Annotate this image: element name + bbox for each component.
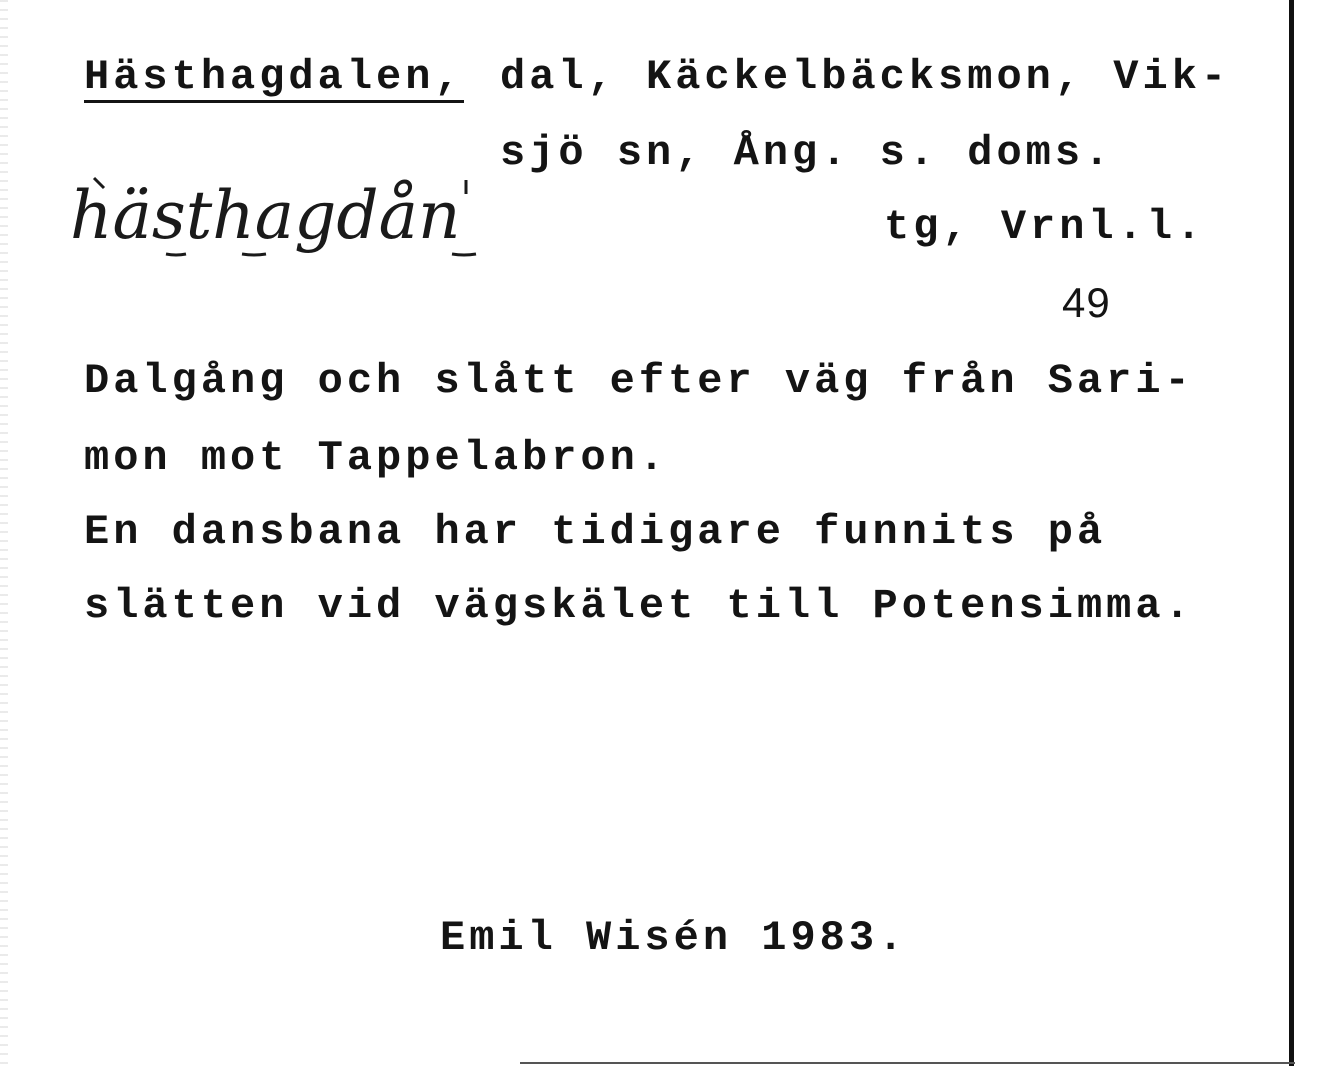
headword: Hästhagdalen,: [84, 53, 464, 101]
handwritten-pronunciation: [66, 160, 566, 280]
handwritten-pronunciation-text: hästhagdån: [70, 177, 461, 254]
parish-line: sjö sn, Ång. s. doms.: [500, 129, 1114, 177]
scan-edge-speckle: [0, 0, 8, 1071]
headword-description: dal, Käckelbäcksmon, Vik-: [500, 53, 1231, 101]
district-line: tg, Vrnl.l.: [884, 203, 1206, 251]
page-number: 49: [1062, 279, 1111, 326]
signature: Emil Wisén 1983.: [440, 914, 908, 962]
card-bottom-edge: [520, 1062, 1295, 1064]
body-line-1: Dalgång och slått efter väg från Sari-: [84, 357, 1194, 405]
card-right-edge: [1289, 0, 1294, 1066]
body-line-2: mon mot Tappelabron.: [84, 434, 669, 482]
body-line-4: slätten vid vägskälet till Potensimma.: [84, 582, 1194, 630]
body-line-3: En dansbana har tidigare funnits på: [84, 508, 1107, 556]
